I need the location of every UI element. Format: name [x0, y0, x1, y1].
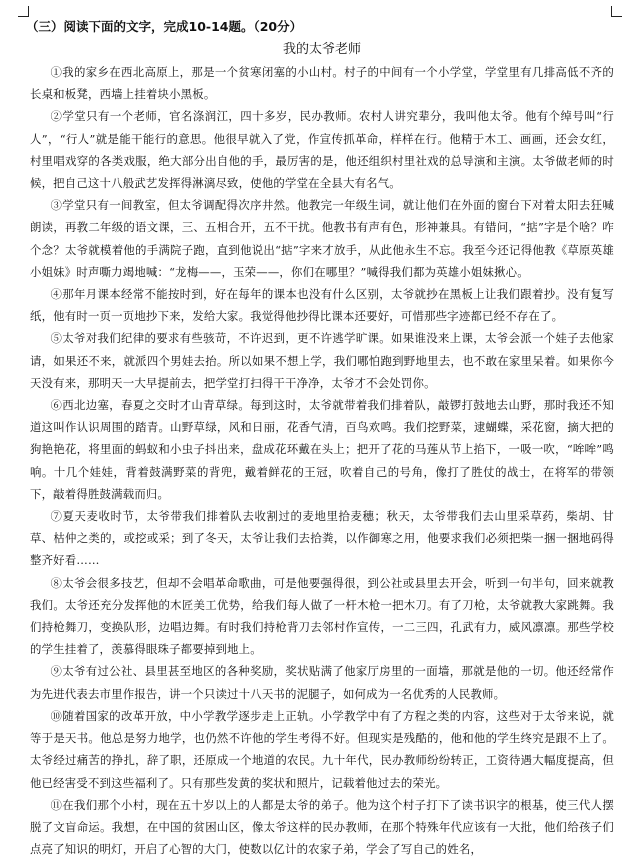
- paragraph-8: ⑧太爷会很多技艺，但却不会唱革命歌曲，可是他要强得很，到公社或县里去开会，听到一句半句，回来就教我们。太爷还充分发挥他的木匠美工优势，给我们每人做了一杆木枪一把木刀。有了刀枪，太爷就教大家跳舞。我们持枪舞刀，变换队形，边唱边舞。有时我们持枪背刀去邻村作宣传，一二三四，孔武有力，威风凛凛。那些学校的学生挂着了，羡慕得眼珠子都要掉到地上。: [30, 575, 614, 657]
- paragraph-11: ⑪在我们那个小村，现在五十岁以上的人都是太爷的弟子。他为这个村子打下了读书识字的根基，使三代人摆脱了文盲命运。我想，在中国的贫困山区，像太爷这样的民办教师，在那个特殊年代应该有一大批，他们给孩子们点亮了知识的明灯，开启了心智的大门，使数以亿计的农家子弟，学会了写自己的姓名，: [30, 797, 614, 857]
- paragraph-9: ⑨太爷有过公社、县里甚至地区的各种奖励，奖状贴满了他家厅房里的一面墙，那就是他的一切。他还经常作为先进代表去市里作报告，讲一个只读过十八天书的泥腿子，如何成为一名优秀的人民教师。: [30, 664, 614, 701]
- paragraph-2: ②学堂只有一个老师，官名涤润江，四十多岁，民办教师。农村人讲究辈分，我叫他太爷。他有个绰号叫“行人”，“行人”就是能干能行的意思。他很早就入了党，作宣传抓革命，样样在行。他精于木工、画画，还会女红，村里唱戏穿的各类戏服，绝大部分出自他的手，最厉害的是，他还组织村里社戏的总导演和主演。太爷做老师的时候，把自己这十八般武艺发挥得淋漓尽致，使他的学堂在全县大有名气。: [30, 109, 614, 191]
- paragraph-1: ①我的家乡在西北高原上，那是一个贫寒闭塞的小山村。村子的中间有一个小学堂，学堂里有几排高低不齐的长桌和板凳，西墙上挂着块小黑板。: [30, 65, 614, 102]
- paragraph-10: ⑩随着国家的改革开放，中小学教学逐步走上正轨。小学教学中有了方程之类的内容，这些对于太爷来说，就等于是天书。他总是努力地学，也仍然不许他的学生考得不好。但现实是残酷的，他和他的学生终究是跟不上了。太爷经过痛苦的挣扎，辞了职，还原成一个地道的农民。九十年代，民办教师纷纷转正，工资待遇大幅度提高，但他已经害受不到这些福利了。只有那些发黄的奖状和照片，记载着他过去的荣光。: [30, 708, 614, 790]
- crop-mark-left: [18, 6, 29, 17]
- paragraph-5: ⑤太爷对我们纪律的要求有些骇苛，不许迟到，更不许逃学旷课。如果谁没来上课，太爷会派一个娃子去他家请，如果还不来，就派四个男娃去抬。所以如果不想上学，我们哪怕跑到野地里去，也不敢在家里呆着。如果你今天没有来，那明天一大早提前去，把学堂打扫得干干净净，太爷才不会处罚你。: [30, 331, 614, 390]
- section-header: （三）阅读下面的文字，完成10-14题。（20分）: [26, 19, 303, 34]
- paragraph-6: ⑥西北边塞，春夏之交时才山青草绿。每到这时，太爷就带着我们排着队，敲锣打鼓地去山野，那时我还不知道这叫作认识周围的踏青。山野草绿，风和日丽，花香气清，百鸟欢鸣。我们挖野菜，逮蝴蝶，采花窗，摘大把的狗艳艳花，将里面的蚂蚁和小虫子抖出来，盘成花环戴在头上；把开了花的马莲从节上掐下，一吸一吹，“哞哞”鸣响。十几个娃娃，背着鼓满野菜的背兜，戴着鲜花的王冠，吹着自己的号角，像打了胜仗的战士，在将军的带领下，敲着得胜鼓满载而归。: [30, 398, 614, 501]
- paragraph-3: ③学堂只有一间教室，但太爷调配得次序井然。他教完一年级生词，就让他们在外面的窗台下对着太阳去狂喊朗读，再教二年级的语文课，三、五相合开，五不干扰。他教书有声有色，形神兼具。有错问，“掂”字是个啥？咋个念？太爷就模着他的手满院子跑，直到他说出“掂”字来才放手，从此他永生不忘。我至今还记得他教《草原英雄小姐妹》时声嘶力竭地喊：“龙梅——，玉荣——，你们在哪里？”喊得我们都为英雄小姐妹揪心。: [30, 198, 614, 279]
- paragraph-7: ⑦夏天麦收时节，太爷带我们排着队去收割过的麦地里拾麦穗；秋天，太爷带我们去山里采草药，柴胡、甘草、枯仲之类的，或挖或采；到了冬天，太爷让我们去拾粪，以作御寒之用，他要求我们必须把柴一捆一捆地码得整齐好看……: [30, 509, 614, 568]
- paragraph-4: ④那年月课本经常不能按时到，好在每年的课本也没有什么区别，太爷就抄在黑板上让我们跟着抄。没有复写纸，他有时一页一页地抄下来，发给大家。我觉得他抄得比课本还要好，可惜那些字迹都已经不存在了。: [30, 287, 614, 324]
- crop-mark-right: [611, 6, 622, 17]
- article-title: 我的太爷老师: [282, 42, 361, 57]
